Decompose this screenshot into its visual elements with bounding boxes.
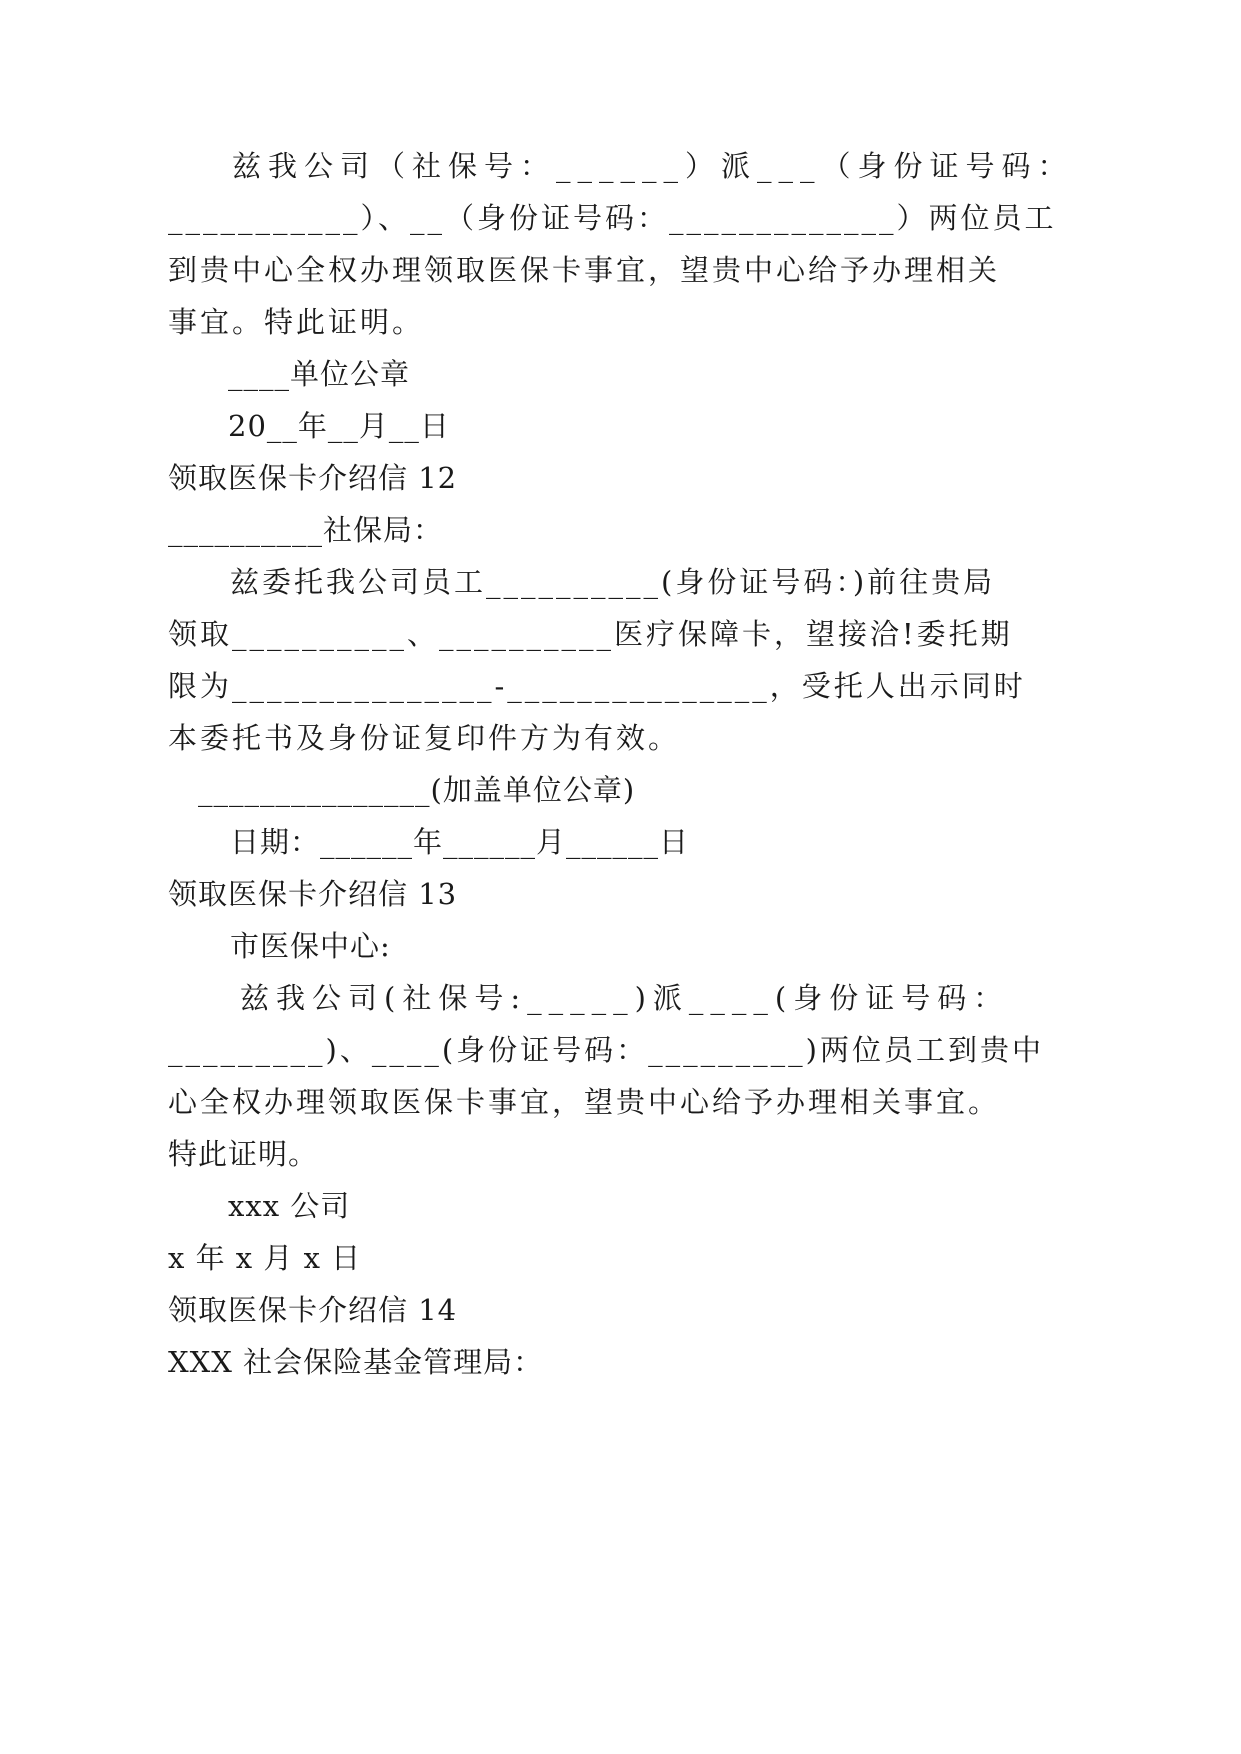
paragraph-line: ___________）、__（身份证号码：_____________）两位员工	[168, 201, 1057, 235]
paragraph-line: 事宜。特此证明。	[168, 305, 425, 339]
paragraph-line: 本委托书及身份证复印件方为有效。	[168, 721, 681, 755]
paragraph-line: 兹委托我公司员工__________(身份证号码：)前往贵局	[230, 565, 996, 599]
addressee-line: XXX 社会保险基金管理局：	[168, 1345, 544, 1379]
addressee-line: 市医保中心:	[230, 929, 391, 963]
date-line: 20__年__月__日	[228, 409, 450, 443]
letter-heading: 领取医保卡介绍信 12	[168, 461, 458, 495]
date-line: x 年 x 月 x 日	[168, 1241, 362, 1275]
date-line: 日期：______年______月______日	[230, 825, 690, 859]
paragraph-line: _________)、____(身份证号码：_________)两位员工到贵中	[168, 1033, 1044, 1067]
addressee-line: __________社保局：	[168, 513, 444, 547]
paragraph-line: 心全权办理领取医保卡事宜，望贵中心给予办理相关事宜。	[168, 1085, 1001, 1119]
paragraph-line: 兹我公司（社保号：______）派___（身份证号码：	[232, 149, 1074, 183]
paragraph-line: 限为_______________-_______________，受托人出示同时	[168, 669, 1026, 703]
letter-heading: 领取医保卡介绍信 14	[168, 1293, 458, 1327]
signature-line: ____单位公章	[228, 357, 411, 391]
paragraph-line: 特此证明。	[168, 1137, 319, 1171]
paragraph-line: 到贵中心全权办理领取医保卡事宜，望贵中心给予办理相关	[168, 253, 1001, 287]
seal-line: _______________(加盖单位公章)	[198, 773, 636, 807]
paragraph-line: 兹我公司(社保号:_____)派____(身份证号码：	[240, 981, 1010, 1015]
signature-line: xxx 公司	[228, 1189, 351, 1223]
paragraph-line: 领取__________、__________医疗保障卡，望接洽!委托期	[168, 617, 1013, 651]
letter-heading: 领取医保卡介绍信 13	[168, 877, 458, 911]
